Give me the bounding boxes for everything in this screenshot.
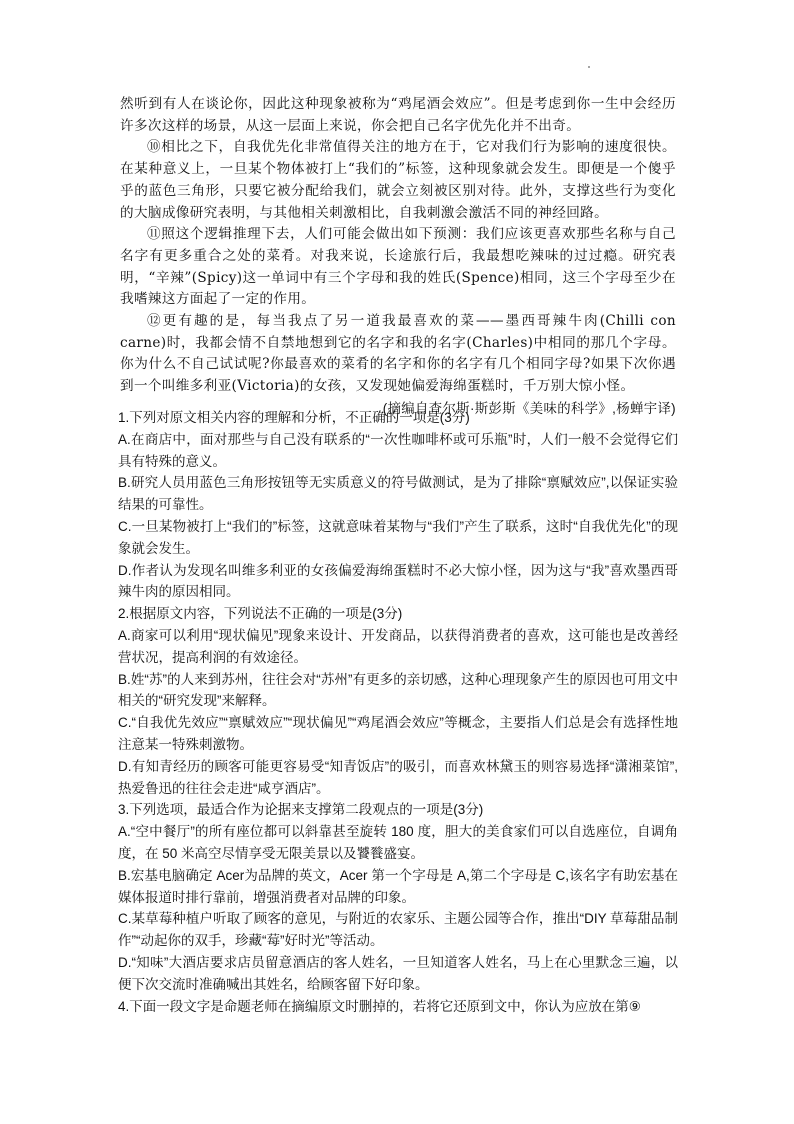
page-speck: [588, 66, 590, 68]
question-2-option-c: C.“自我优先效应”“禀赋效应”“现状偏见”“鸡尾酒会效应”等概念，主要指人们总是会有选择性地注意某一特殊刺激物。: [118, 715, 678, 752]
paragraph-12: ⑫更有趣的是，每当我点了另一道我最喜欢的菜——墨西哥辣牛肉(Chilli con carne)时，我都会情不自禁地想到它的名字和我的名字(Charles)中相同的那几个字母。你为什么不自己试试呢?你最喜欢的菜肴的名字和你的名字有几个相同字母?如果下次你遇到一个叫维多利亚(Victoria)的女孩，又发现她偏爱海绵蛋糕时，千万别大惊小怪。: [120, 313, 676, 395]
question-1-option-d: D.作者认为发现名叫维多利亚的女孩偏爱海绵蛋糕时不必大惊小怪，因为这与“我”喜欢墨西哥辣牛肉的原因相同。: [118, 562, 678, 600]
question-1-option-c: C.一旦某物被打上“我们的”标签，这就意味着某物与“我们”产生了联系，这时“自我优先化”的现象就会发生。: [118, 518, 678, 556]
source-citation: (摘编自查尔斯·斯彭斯《美味的科学》,杨蝉宇译): [382, 400, 676, 416]
question-2-stem: 2.根据原文内容，下列说法不正确的一项是(3分): [118, 606, 403, 622]
question-3-option-c: C.某草莓种植户听取了顾客的意见，与附近的农家乐、主题公园等合作，推出“DIY 草莓甜品制作”“动起你的双手，珍藏“莓”好时光”等活动。: [118, 911, 678, 949]
question-1-option-b: B.研究人员用蓝色三角形按钮等无实质意义的符号做测试，是为了排除“禀赋效应”,以保证实验结果的可靠性。: [118, 475, 678, 513]
question-1-stem: 1.下列对原文相关内容的理解和分析，不正确的一项是(3分): [118, 410, 470, 425]
paragraph-9-continued: 然听到有人在谈论你，因此这种现象被称为“鸡尾酒会效应”。但是考虑到你一生中会经历许多次这样的场景，从这一层面上来说，你会把自己名字优先化并不出奇。: [120, 96, 676, 134]
paragraph-11: ⑪照这个逻辑推理下去，人们可能会做出如下预测：我们应该更喜欢那些名称与自己名字有更多重合之处的菜肴。对我来说，长途旅行后，我最想吃辣味的过过瘾。研究表明，“辛辣”(Spicy)这一单词中有三个字母和我的姓氏(Spence)相同，这三个字母至少在我嗜辣这方面起了一定的作用。: [120, 226, 676, 308]
question-3-option-d: D.“知味”大酒店要求店员留意酒店的客人姓名，一旦知道客人姓名，马上在心里默念三遍，以便下次交流时准确喊出其姓名，给顾客留下好印象。: [118, 954, 678, 992]
question-3-option-b: B.宏基电脑确定 Acer为品牌的英文，Acer 第一个字母是 A,第二个字母是 C,该名字有助宏基在媒体报道时排行靠前，增强消费者对品牌的印象。: [118, 867, 678, 905]
question-section: [118, 407, 678, 1017]
question-3-stem: 3.下列选项，最适合作为论据来支撑第二段观点的一项是(3分): [118, 802, 484, 818]
question-3-option-a: A.“空中餐厅”的所有座位都可以斜靠甚至旋转 180 度，胆大的美食家们可以自选座位，自调角度，在 50 米高空尽情享受无限美景以及饕餮盛宴。: [118, 824, 678, 861]
question-4-stem: 4.下面一段文字是命题老师在摘编原文时删掉的，若将它还原到文中，你认为应放在第⑨: [118, 998, 641, 1014]
question-2-option-d: D.有知青经历的顾客可能更容易受“知青饭店”的吸引，而喜欢林黛玉的则容易选择“潇湘菜馆”,热爱鲁迅的往往会走进“咸亨酒店”。: [118, 758, 678, 796]
reading-passage: [120, 94, 676, 420]
question-1-option-a: A.在商店中，面对那些与自己没有联系的“一次性咖啡杯或可乐瓶”时，人们一般不会觉得它们具有特殊的意义。: [118, 431, 678, 469]
paragraph-10: ⑩相比之下，自我优先化非常值得关注的地方在于，它对我们行为影响的速度很快。在某种意义上，一旦某个物体被打上“我们的”标签，这种现象就会发生。即便是一个傻乎乎的蓝色三角形，只要它被分配给我们，就会立刻被区别对待。此外，支撑这些行为变化的大脑成像研究表明，与其他相关刺激相比，自我刺激会激活不同的神经回路。: [120, 139, 676, 221]
question-2-option-a: A.商家可以利用“现状偏见”现象来设计、开发商品，以获得消费者的喜欢，这可能也是改善经营状况，提高利润的有效途径。: [118, 627, 678, 665]
question-2-option-b: B.姓“苏”的人来到苏州，往往会对“苏州”有更多的亲切感，这种心理现象产生的原因也可用文中相关的“研究发现”来解释。: [118, 671, 678, 709]
